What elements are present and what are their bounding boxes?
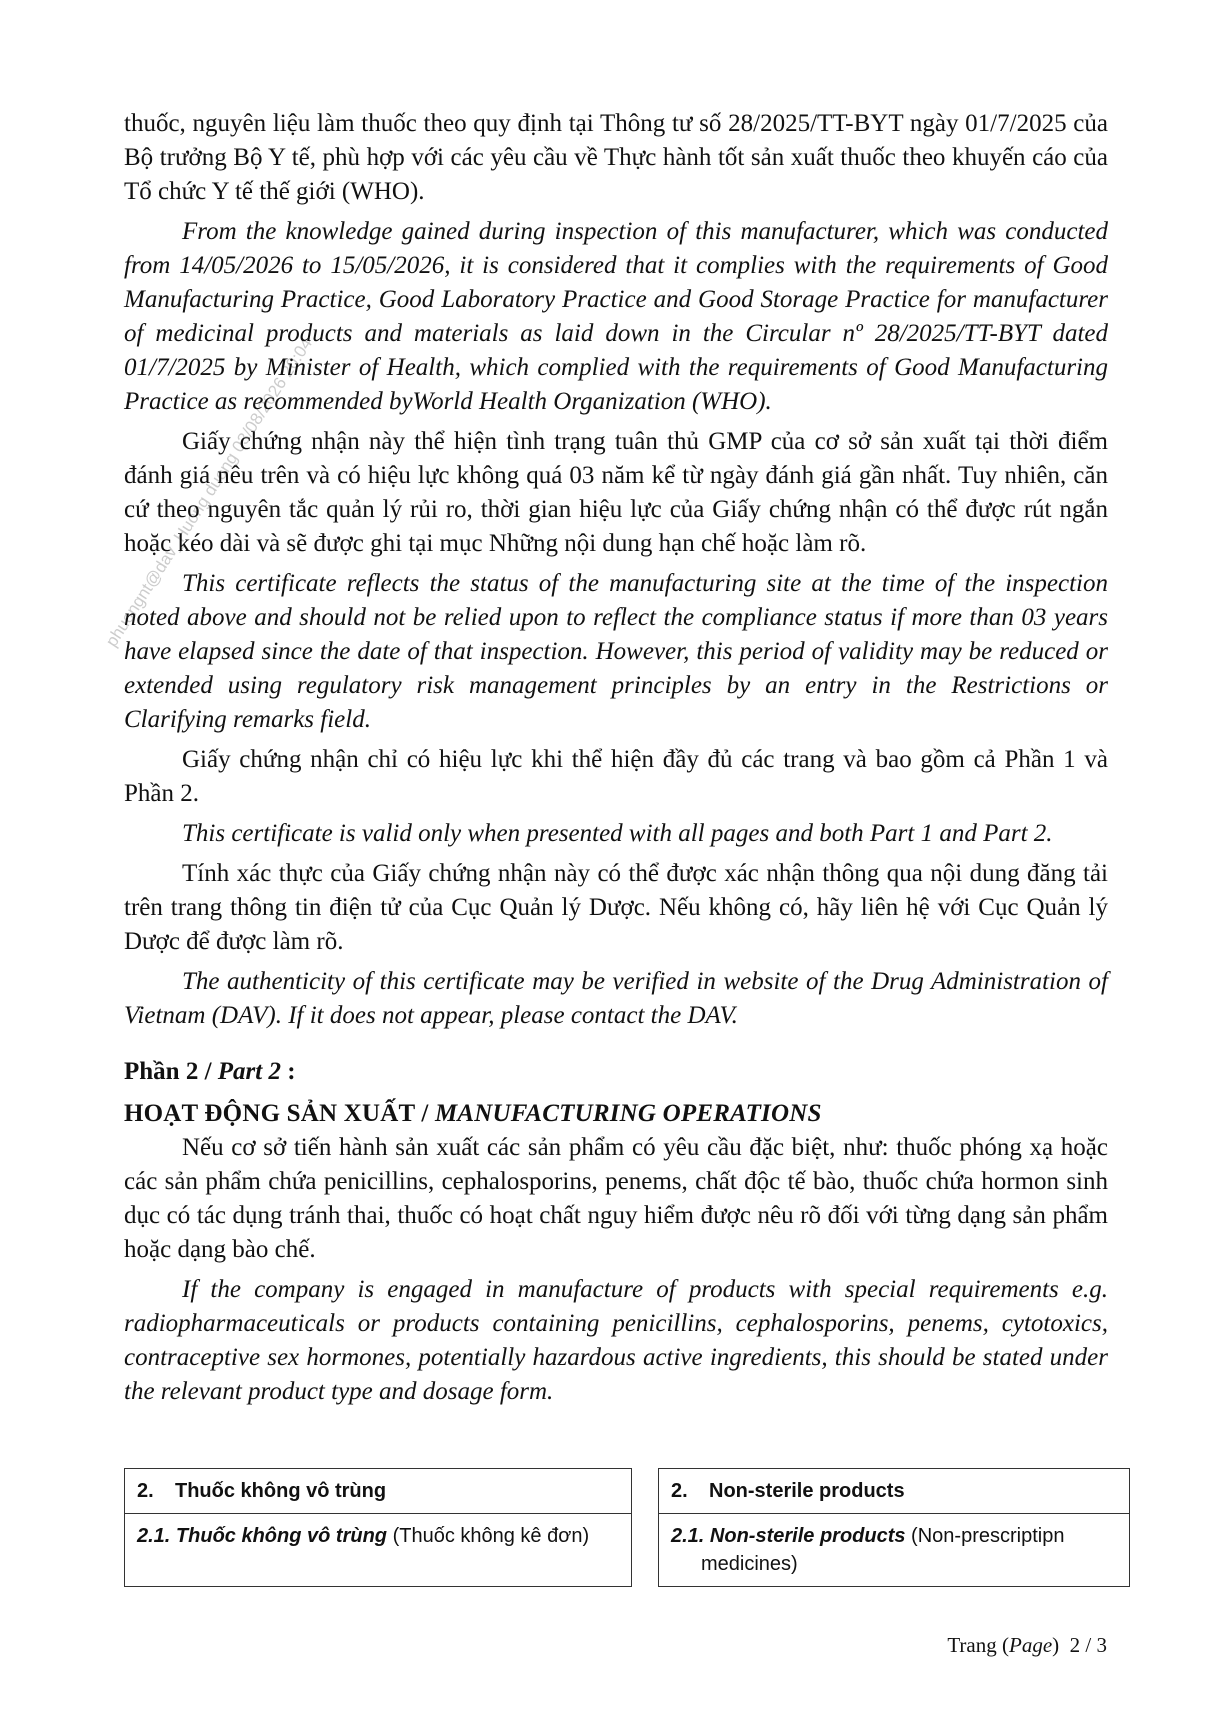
table-row	[125, 1469, 632, 1514]
watermark-text: phuongnt@dav_Huong duong 03/08/2026 20:04	[101, 334, 317, 651]
part2-intro-vi: Nếu cơ sở tiến hành sản xuất các sản phẩm có yêu cầu đặc biệt, như: thuốc phóng xạ hoặc các sản phẩm chứa penicillins, cephalosporins, penems, chất độc tế bào, thuốc chứa hormon sinh dục có tác dụng tránh thai, thuốc có hoạt chất nguy hiểm được nêu rõ đối với từng dạng sản phẩm hoặc dạng bào chế.	[124, 1134, 1108, 1263]
table-row	[125, 1514, 632, 1587]
page-label-en: Page	[1009, 1633, 1053, 1657]
page-label-close: )	[1052, 1633, 1060, 1657]
row-number: 2.1.	[671, 1525, 705, 1547]
table-row	[659, 1469, 1130, 1514]
part2-intro-en: If the company is engaged in manufacture of products with special requirements e.g. radiopharmaceuticals or products containing penicillins, cephalosporins, penems, cytotoxics, contraceptive sex hormones, potentially hazardous active ingredients, this should be stated under the relevant product type and dosage form.	[124, 1276, 1108, 1405]
row-number: 2.1.	[137, 1525, 171, 1547]
table-cell	[125, 1514, 632, 1587]
row-note: (Thuốc không kê đơn)	[387, 1525, 590, 1547]
part2-heading-vi: HOẠT ĐỘNG SẢN XUẤT /	[124, 1100, 435, 1127]
table-cell	[659, 1514, 1130, 1587]
table-row	[659, 1514, 1130, 1587]
page-number: 2 / 3	[1069, 1633, 1107, 1657]
header-number: 2.	[671, 1480, 688, 1502]
header-label: Non-sterile products	[709, 1480, 905, 1502]
part2-label-vi: Phần 2 /	[124, 1058, 218, 1085]
part2-heading-en: MANUFACTURING OPERATIONS	[434, 1100, 822, 1127]
paragraph-en-compliance: From the knowledge gained during inspection of this manufacturer, which was conducted from 14/05/2026 to 15/05/2026, it is considered that it complies with the requirements of Good Manufacturing Practice, Good Laboratory Practice and Good Storage Practice for manufacturer of medicinal products and materials as laid down in the Circular nº 28/2025/TT-BYT dated 01/7/2025 by Minister of Health, which complied with the requirements of Good Manufacturing Practice as recommended byWorld Health Organization (WHO).	[124, 218, 1108, 415]
part2-label	[124, 1055, 1108, 1089]
table-header-cell	[125, 1469, 632, 1514]
part2-label-suffix: :	[280, 1058, 296, 1085]
paragraph-vi-pages: Giấy chứng nhận chỉ có hiệu lực khi thể hiện đầy đủ các trang và bao gồm cả Phần 1 và Phần 2.	[124, 746, 1108, 807]
document-body	[124, 107, 1108, 1409]
product-table-en	[658, 1468, 1130, 1587]
row-label: Thuốc không vô trùng	[175, 1525, 388, 1547]
part2-heading	[124, 1097, 1108, 1131]
paragraph-vi-authenticity: Tính xác thực của Giấy chứng nhận này có thể được xác nhận thông qua nội dung đăng tải trên trang thông tin điện tử của Cục Quản lý Dược. Nếu không có, hãy liên hệ với Cục Quản lý Dược để được làm rõ.	[124, 860, 1108, 955]
page-label: Trang (	[947, 1633, 1009, 1657]
paragraph-en-authenticity: The authenticity of this certificate may be verified in website of the Drug Administration of Vietnam (DAV). If it does not appear, please contact the DAV.	[124, 968, 1108, 1029]
row-label: Non-sterile products	[709, 1525, 906, 1547]
header-label: Thuốc không vô trùng	[175, 1480, 387, 1502]
product-tables	[124, 1468, 1130, 1587]
header-number: 2.	[137, 1480, 154, 1502]
paragraph-en-validity: This certificate reflects the status of the manufacturing site at the time of the inspection noted above and should not be relied upon to reflect the compliance status if more than 03 years have elapsed since the date of that inspection. However, this period of validity may be reduced or extended using regulatory risk management principles by an entry in the Restrictions or Clarifying remarks field.	[124, 570, 1108, 733]
paragraph-en-pages: This certificate is valid only when presented with all pages and both Part 1 and Part 2.	[182, 820, 1053, 847]
paragraph-vi-validity: Giấy chứng nhận này thể hiện tình trạng tuân thủ GMP của cơ sở sản xuất tại thời điểm đánh giá nêu trên và có hiệu lực không quá 03 năm kể từ ngày đánh giá gần nhất. Tuy nhiên, căn cứ theo nguyên tắc quản lý rủi ro, thời gian hiệu lực của Giấy chứng nhận có thể được rút ngắn hoặc kéo dài và sẽ được ghi tại mục Những nội dung hạn chế hoặc làm rõ.	[124, 428, 1108, 557]
row-note: (Non-prescriptipn medicines)	[701, 1525, 1065, 1575]
table-header-cell	[659, 1469, 1130, 1514]
product-table-vi	[124, 1468, 632, 1587]
page-footer	[947, 1628, 1107, 1662]
part2-label-en: Part 2	[217, 1058, 281, 1085]
paragraph-vi-compliance: thuốc, nguyên liệu làm thuốc theo quy định tại Thông tư số 28/2025/TT-BYT ngày 01/7/2025 của Bộ trưởng Bộ Y tế, phù hợp với các yêu cầu về Thực hành tốt sản xuất thuốc theo khuyến cáo của Tổ chức Y tế thế giới (WHO).	[124, 110, 1108, 205]
